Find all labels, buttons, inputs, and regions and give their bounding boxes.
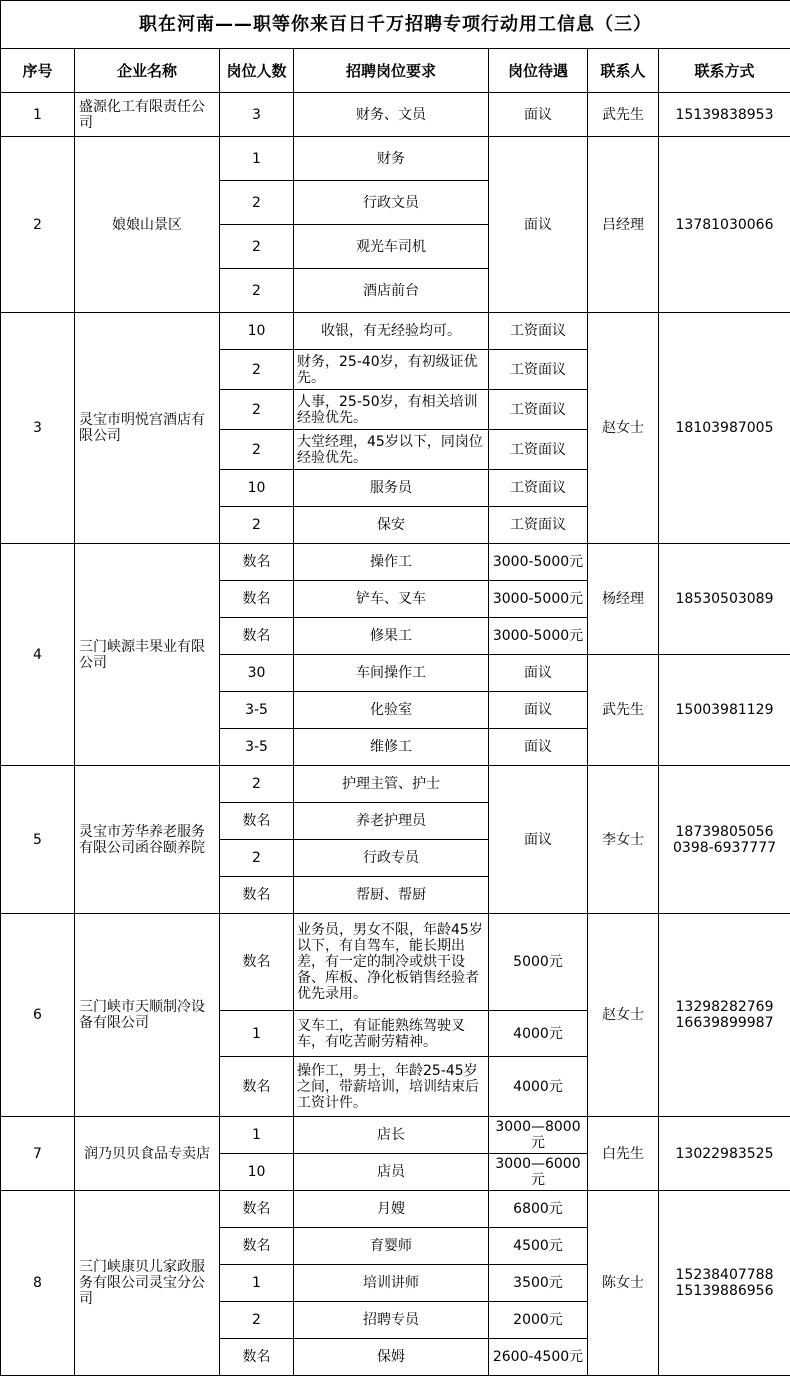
job-count: 数名	[220, 803, 294, 840]
job-pay: 面议	[489, 692, 588, 729]
job-pay: 3000-5000元	[489, 544, 588, 581]
job-requirement: 人事，25-50岁，有相关培训经验优先。	[294, 390, 489, 430]
row-number: 6	[1, 914, 75, 1117]
header-cell: 岗位待遇	[489, 49, 588, 93]
row-number: 4	[1, 544, 75, 766]
job-requirement: 店长	[294, 1117, 489, 1154]
table-row	[1, 93, 790, 137]
contact-person: 吕经理	[588, 137, 659, 313]
job-count: 10	[220, 1154, 294, 1191]
row-number: 5	[1, 766, 75, 914]
job-requirement: 月嫂	[294, 1191, 489, 1228]
job-pay: 3000—8000元	[489, 1117, 588, 1154]
job-count: 2	[220, 507, 294, 544]
job-requirement: 财务、文员	[294, 93, 489, 137]
job-requirement: 铲车、叉车	[294, 581, 489, 618]
header-cell: 序号	[1, 49, 75, 93]
header-row	[1, 49, 790, 93]
job-count: 30	[220, 655, 294, 692]
company-name: 三门峡市天顺制冷设备有限公司	[75, 914, 220, 1117]
contact-person: 李女士	[588, 766, 659, 914]
job-pay: 2000元	[489, 1302, 588, 1339]
contact-person: 武先生	[588, 93, 659, 137]
contact-person: 武先生	[588, 655, 659, 766]
job-count: 1	[220, 1265, 294, 1302]
job-count: 3-5	[220, 692, 294, 729]
company-name: 三门峡源丰果业有限公司	[75, 544, 220, 766]
page-title: 职在河南——职等你来百日千万招聘专项行动用工信息（三）	[1, 1, 790, 49]
job-count: 10	[220, 313, 294, 350]
job-pay: 工资面议	[489, 350, 588, 390]
job-pay: 3500元	[489, 1265, 588, 1302]
contact-phone: 13022983525	[659, 1117, 790, 1191]
table-row	[1, 1191, 790, 1228]
job-count: 1	[220, 1117, 294, 1154]
job-count: 数名	[220, 914, 294, 1011]
job-requirement: 服务员	[294, 470, 489, 507]
job-requirement: 招聘专员	[294, 1302, 489, 1339]
job-requirement: 叉车工，有证能熟练驾驶叉车，有吃苦耐劳精神。	[294, 1011, 489, 1057]
job-count: 2	[220, 390, 294, 430]
job-pay: 工资面议	[489, 390, 588, 430]
job-count: 2	[220, 269, 294, 313]
company-name: 灵宝市芳华养老服务有限公司函谷颐养院	[75, 766, 220, 914]
job-requirement: 财务，25-40岁，有初级证优先。	[294, 350, 489, 390]
job-requirement: 店员	[294, 1154, 489, 1191]
job-count: 数名	[220, 544, 294, 581]
job-count: 2	[220, 430, 294, 470]
job-pay: 面议	[489, 766, 588, 914]
job-requirement: 维修工	[294, 729, 489, 766]
header-cell: 联系方式	[659, 49, 790, 93]
row-number: 2	[1, 137, 75, 313]
job-requirement: 财务	[294, 137, 489, 181]
job-requirement: 车间操作工	[294, 655, 489, 692]
job-requirement: 观光车司机	[294, 225, 489, 269]
job-requirement: 收银，有无经验均可。	[294, 313, 489, 350]
table-row	[1, 1117, 790, 1154]
job-requirement: 培训讲师	[294, 1265, 489, 1302]
job-pay: 3000—6000元	[489, 1154, 588, 1191]
job-count: 1	[220, 1011, 294, 1057]
job-pay: 面议	[489, 655, 588, 692]
job-count: 数名	[220, 1228, 294, 1265]
table-row	[1, 313, 790, 350]
contact-phone: 13298282769 16639899987	[659, 914, 790, 1117]
row-number: 8	[1, 1191, 75, 1376]
job-requirement: 帮厨、帮厨	[294, 877, 489, 914]
contact-phone: 15238407788 15139886956	[659, 1191, 790, 1376]
table-row	[1, 766, 790, 803]
job-count: 2	[220, 225, 294, 269]
job-pay: 工资面议	[489, 470, 588, 507]
job-count: 2	[220, 181, 294, 225]
job-pay: 工资面议	[489, 507, 588, 544]
job-count: 数名	[220, 877, 294, 914]
row-number: 3	[1, 313, 75, 544]
header-cell: 联系人	[588, 49, 659, 93]
job-requirement: 操作工	[294, 544, 489, 581]
job-count: 2	[220, 1302, 294, 1339]
job-requirement: 操作工，男士，年龄25-45岁之间，带薪培训，培训结束后工资计件。	[294, 1057, 489, 1117]
job-pay: 4000元	[489, 1057, 588, 1117]
job-count: 2	[220, 350, 294, 390]
job-count: 数名	[220, 581, 294, 618]
contact-person: 赵女士	[588, 313, 659, 544]
job-count: 数名	[220, 1057, 294, 1117]
job-requirement: 化验室	[294, 692, 489, 729]
job-requirement: 行政专员	[294, 840, 489, 877]
table-row	[1, 544, 790, 581]
contact-phone: 18739805056 0398-6937777	[659, 766, 790, 914]
header-cell: 岗位人数	[220, 49, 294, 93]
job-count: 数名	[220, 1191, 294, 1228]
contact-phone: 18530503089	[659, 544, 790, 655]
header-cell: 企业名称	[75, 49, 220, 93]
contact-phone: 13781030066	[659, 137, 790, 313]
company-name: 三门峡康贝儿家政服务有限公司灵宝分公司	[75, 1191, 220, 1376]
company-name: 润乃贝贝食品专卖店	[75, 1117, 220, 1191]
job-requirement: 酒店前台	[294, 269, 489, 313]
job-requirement: 大堂经理，45岁以下，同岗位经验优先。	[294, 430, 489, 470]
contact-phone: 18103987005	[659, 313, 790, 544]
table-row	[1, 914, 790, 1011]
company-name: 灵宝市明悦宫酒店有限公司	[75, 313, 220, 544]
job-requirement: 养老护理员	[294, 803, 489, 840]
job-pay: 工资面议	[489, 313, 588, 350]
company-name: 娘娘山景区	[75, 137, 220, 313]
job-pay: 面议	[489, 729, 588, 766]
job-pay: 面议	[489, 137, 588, 313]
contact-person: 赵女士	[588, 914, 659, 1117]
company-name: 盛源化工有限责任公司	[75, 93, 220, 137]
job-pay: 2600-4500元	[489, 1339, 588, 1376]
job-pay: 4500元	[489, 1228, 588, 1265]
contact-phone: 15139838953	[659, 93, 790, 137]
job-pay: 4000元	[489, 1011, 588, 1057]
job-count: 2	[220, 840, 294, 877]
header-cell: 招聘岗位要求	[294, 49, 489, 93]
job-requirement: 育婴师	[294, 1228, 489, 1265]
job-requirement: 修果工	[294, 618, 489, 655]
contact-phone: 15003981129	[659, 655, 790, 766]
contact-person: 白先生	[588, 1117, 659, 1191]
job-pay: 3000-5000元	[489, 618, 588, 655]
row-number: 1	[1, 93, 75, 137]
job-count: 数名	[220, 1339, 294, 1376]
contact-person: 陈女士	[588, 1191, 659, 1376]
job-pay: 3000-5000元	[489, 581, 588, 618]
job-requirement: 业务员，男女不限，年龄45岁以下，有自驾车，能长期出差，有一定的制冷或烘干设备、库板、净化板销售经验者优先录用。	[294, 914, 489, 1011]
job-count: 3-5	[220, 729, 294, 766]
job-requirement: 保安	[294, 507, 489, 544]
job-count: 10	[220, 470, 294, 507]
job-pay: 5000元	[489, 914, 588, 1011]
job-requirement: 护理主管、护士	[294, 766, 489, 803]
job-pay: 面议	[489, 93, 588, 137]
job-count: 1	[220, 137, 294, 181]
row-number: 7	[1, 1117, 75, 1191]
job-count: 2	[220, 766, 294, 803]
job-count: 3	[220, 93, 294, 137]
job-requirement: 行政文员	[294, 181, 489, 225]
contact-person: 杨经理	[588, 544, 659, 655]
table-row	[1, 137, 790, 181]
job-pay: 工资面议	[489, 430, 588, 470]
job-requirement: 保姆	[294, 1339, 489, 1376]
job-pay: 6800元	[489, 1191, 588, 1228]
job-count: 数名	[220, 618, 294, 655]
